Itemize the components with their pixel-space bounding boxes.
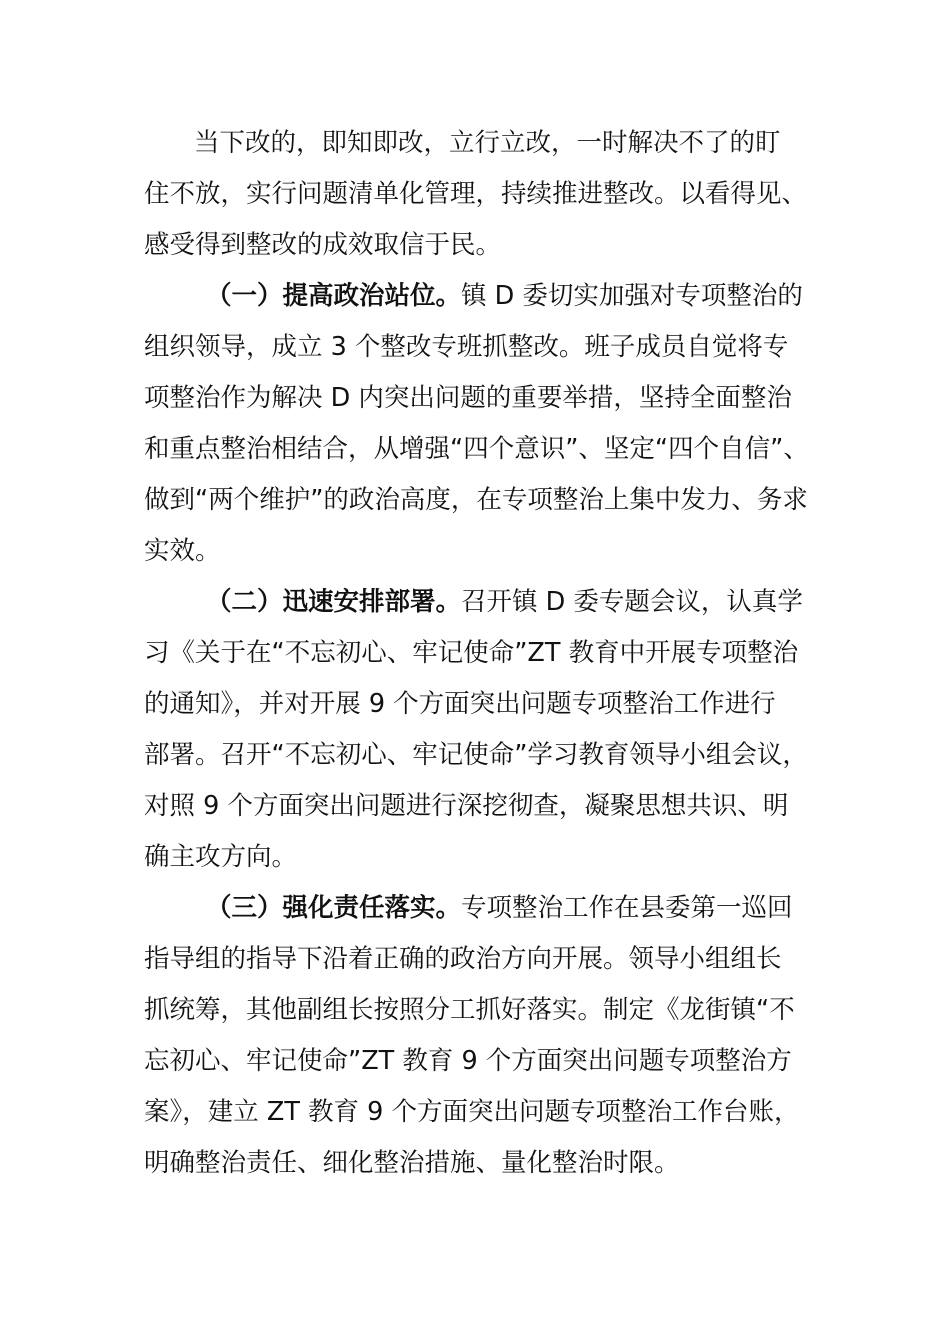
section-2-first-text: 召开镇 D 委专题会议，认真学	[461, 587, 803, 617]
section-3-heading: （三）强化责任落实。	[206, 893, 462, 923]
paragraph-line: 感受得到整改的成效取信于民。	[144, 230, 502, 260]
paragraph-line: 实效。	[144, 536, 221, 566]
intro-paragraph	[144, 118, 808, 271]
paragraph-line: 当下改的，即知即改，立行立改，一时解决不了的盯	[194, 128, 781, 158]
section-3-first-text: 专项整治工作在县委第一巡回	[461, 893, 793, 923]
section-1-first-text: 镇 D 委切实加强对专项整治的	[461, 281, 803, 311]
section-2-heading: （二）迅速安排部署。	[206, 587, 462, 617]
section-3-first-line	[144, 883, 804, 934]
section-1-heading: （一）提高政治站位。	[206, 281, 462, 311]
paragraph-line: 明确整治责任、细化整治措施、量化整治时限。	[144, 1148, 680, 1178]
section-2-paragraph	[144, 577, 808, 883]
section-1-first-line	[144, 271, 804, 322]
paragraph-line: 确主攻方向。	[144, 842, 298, 872]
section-3-paragraph	[144, 883, 804, 1189]
paragraph-line: 组织领导，成立 3 个整改专班抓整改。班子成员自觉将专	[144, 332, 789, 362]
document-page	[144, 118, 809, 1189]
paragraph-line: 对照 9 个方面突出问题进行深挖彻查，凝聚思想共识、明	[144, 791, 789, 821]
paragraph-line: 习《关于在“不忘初心、牢记使命”ZT 教育中开展专项整治	[144, 638, 799, 668]
section-2-first-line	[144, 577, 804, 628]
paragraph-line: 住不放，实行问题清单化管理，持续推进整改。以看得见、	[144, 179, 808, 209]
section-1-paragraph	[144, 271, 809, 577]
paragraph-line: 抓统筹，其他副组长按照分工抓好落实。制定《龙街镇“不	[144, 995, 795, 1025]
paragraph-line: 和重点整治相结合，从增强“四个意识”、坚定“四个自信”、	[144, 434, 809, 464]
paragraph-line: 部署。召开“不忘初心、牢记使命”学习教育领导小组会议，	[144, 740, 808, 770]
paragraph-line: 做到“两个维护”的政治高度，在专项整治上集中发力、务求	[144, 485, 808, 515]
paragraph-line: 项整治作为解决 D 内突出问题的重要举措，坚持全面整治	[144, 383, 792, 413]
paragraph-line: 案》，建立 ZT 教育 9 个方面突出问题专项整治工作台账，	[144, 1097, 800, 1127]
paragraph-line: 忘初心、牢记使命”ZT 教育 9 个方面突出问题专项整治方	[144, 1046, 792, 1076]
paragraph-line: 指导组的指导下沿着正确的政治方向开展。领导小组组长	[144, 944, 782, 974]
paragraph-line: 的通知》，并对开展 9 个方面突出问题专项整治工作进行	[144, 689, 776, 719]
